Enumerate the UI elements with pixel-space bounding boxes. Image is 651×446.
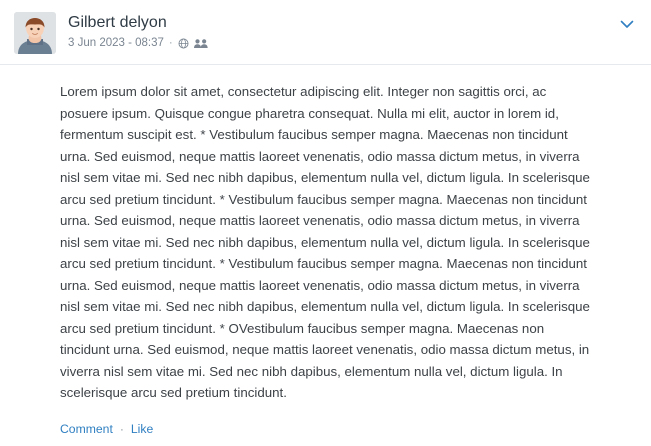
post-actions (0, 410, 651, 446)
chevron-down-icon[interactable] (619, 16, 635, 32)
post-body (0, 65, 651, 410)
post-timestamp: 3 Jun 2023 - 08:37 (68, 37, 164, 49)
post-author-name[interactable]: Gilbert delyon (68, 14, 167, 31)
comment-link[interactable]: Comment (60, 421, 113, 436)
avatar[interactable] (14, 12, 56, 54)
action-separator: · (119, 421, 124, 436)
post-meta (68, 36, 637, 51)
user-avatar-icon (14, 12, 56, 54)
globe-icon (178, 38, 189, 49)
group-icon (194, 38, 208, 49)
like-link[interactable]: Like (130, 421, 154, 436)
post-header (0, 0, 651, 65)
meta-separator: · (168, 37, 173, 49)
post-text: Lorem ipsum dolor sit amet, consectetur adipiscing elit. Integer non sagittis orci, ac posuere ipsum. Quisque congue pharetra consequat. Nulla mi elit, auctor in lorem id, fermentum suscipit est. * Vestibulum faucibus semper magna. Maecenas non tincidunt urna. Sed euismod, neque mattis laoreet venenatis, odio massa dictum metus, in viverra nisl sem vitae mi. Sed nec nibh dapibus, elementum nulla vel, dictum ligula. In scelerisque arcu sed pretium tincidunt. * Vestibulum faucibus semper magna. Maecenas non tincidunt urna. Sed euismod, neque mattis laoreet venenatis, odio massa dictum metus, in viverra nisl sem vitae mi. Sed nec nibh dapibus, elementum nulla vel, dictum ligula. In scelerisque arcu sed pretium tincidunt. * Vestibulum faucibus semper magna. Maecenas non tincidunt urna. Sed euismod, neque mattis laoreet venenatis, odio massa dictum metus, in viverra nisl sem vitae mi. Sed nec nibh dapibus, elementum nulla vel, dictum ligula. In scelerisque arcu sed pretium tincidunt. * OVestibulum faucibus semper magna. Maecenas non tincidunt urna. Sed euismod, neque mattis laoreet venenatis, odio massa dictum metus, in viverra nisl sem vitae mi. Sed nec nibh dapibus, elementum nulla vel, dictum ligula. In scelerisque arcu sed pretium tincidunt. (60, 84, 590, 400)
post-header-text (68, 12, 637, 51)
